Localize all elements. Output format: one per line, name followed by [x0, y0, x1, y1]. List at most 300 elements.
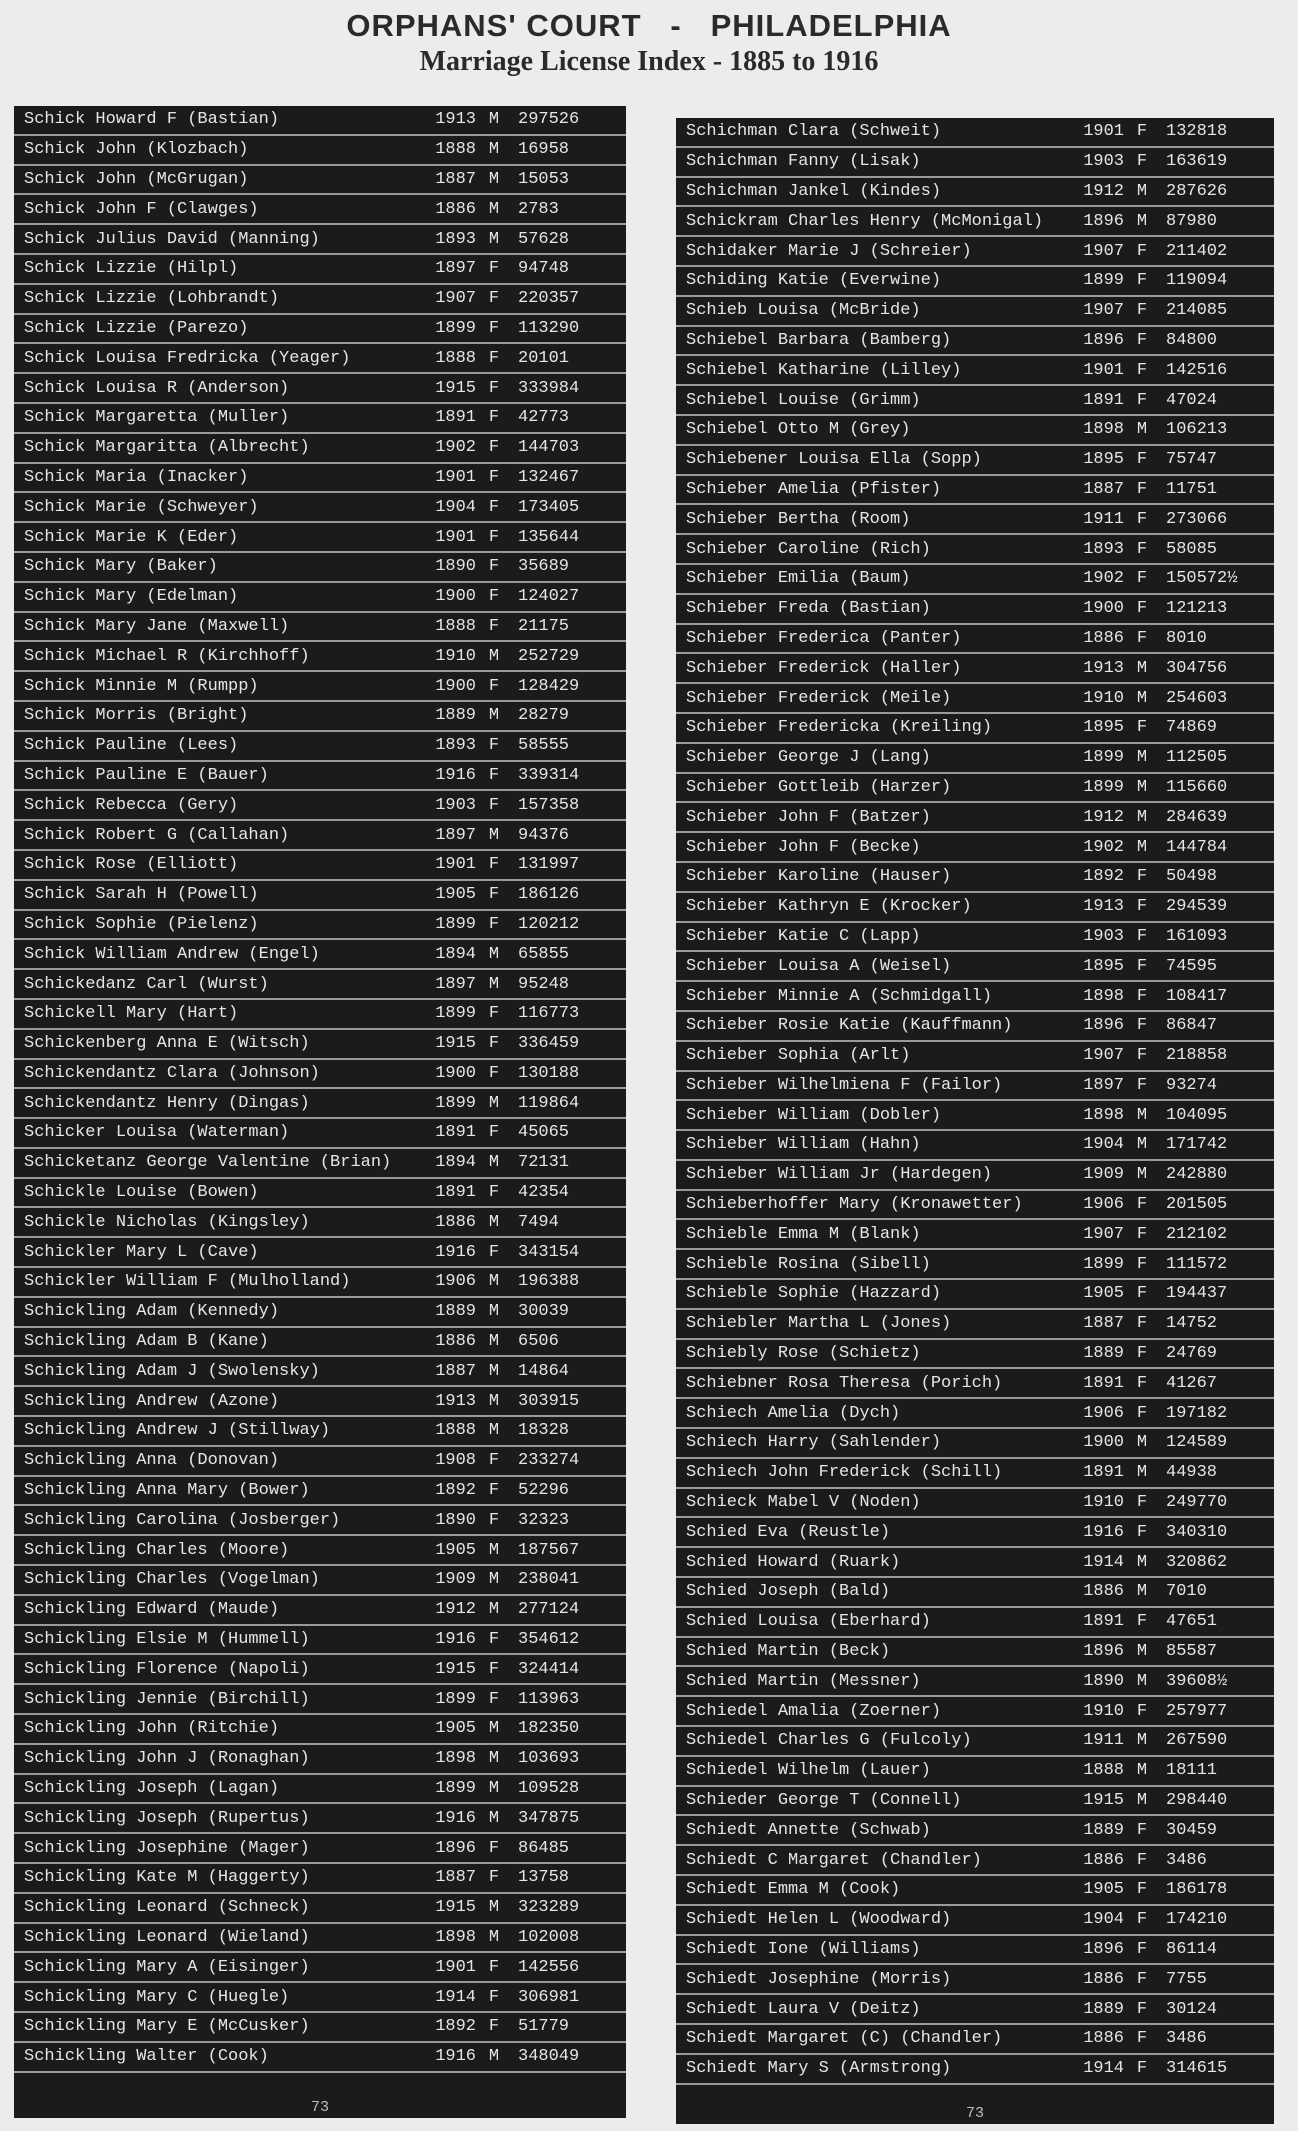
entry-name: Schickling Leonard (Schneck) — [24, 1898, 310, 1918]
entry-license-number: 30039 — [518, 1302, 570, 1322]
entry-name: Schickling Anna Mary (Bower) — [24, 1481, 310, 1501]
entry-license-number: 218858 — [1166, 1046, 1228, 1066]
entry-license-number: 297526 — [518, 110, 580, 130]
index-entry — [676, 327, 1274, 357]
entry-license-number: 30459 — [1166, 1820, 1218, 1840]
entry-year: 1892 — [435, 2017, 476, 2037]
entry-name: Schickling Adam J (Swolensky) — [24, 1361, 320, 1381]
entry-license-number: 174210 — [1166, 1910, 1228, 1930]
index-entry — [676, 1399, 1274, 1429]
entry-sex: F — [1136, 1493, 1148, 1513]
entry-year: 1892 — [435, 1481, 476, 1501]
entry-name: Schieber Freda (Bastian) — [686, 599, 931, 619]
entry-sex: M — [1136, 1552, 1148, 1572]
entry-year: 1895 — [1083, 956, 1124, 976]
entry-name: Schickling Joseph (Rupertus) — [24, 1808, 310, 1828]
entry-year: 1893 — [1083, 539, 1124, 559]
index-entry — [14, 1775, 626, 1805]
entry-year: 1905 — [1083, 1284, 1124, 1304]
entry-name: Schickendantz Henry (Dingas) — [24, 1093, 310, 1113]
entry-year: 1886 — [1083, 2029, 1124, 2049]
entry-sex: F — [488, 1481, 500, 1501]
entry-license-number: 115660 — [1166, 777, 1228, 797]
entry-sex: F — [1136, 479, 1148, 499]
entry-sex: F — [1136, 450, 1148, 470]
index-entry — [676, 714, 1274, 744]
entry-license-number: 74869 — [1166, 718, 1218, 738]
entry-year: 1907 — [1083, 1224, 1124, 1244]
entry-license-number: 58085 — [1166, 539, 1218, 559]
index-entry — [14, 1208, 626, 1238]
entry-name: Schiedt C Margaret (Chandler) — [686, 1850, 982, 1870]
entry-year: 1896 — [1083, 211, 1124, 231]
entry-name: Schieber Sophia (Arlt) — [686, 1046, 911, 1066]
entry-name: Schiedt Emma M (Cook) — [686, 1880, 901, 1900]
entry-year: 1898 — [435, 1749, 476, 1769]
entry-license-number: 16958 — [518, 140, 570, 160]
entry-license-number: 7755 — [1166, 1969, 1207, 1989]
index-entry — [14, 1626, 626, 1656]
entry-year: 1914 — [1083, 2059, 1124, 2079]
entry-sex: M — [1136, 1433, 1148, 1453]
entry-year: 1910 — [1083, 688, 1124, 708]
entry-license-number: 72131 — [518, 1153, 570, 1173]
index-entry — [676, 1906, 1274, 1936]
entry-year: 1899 — [435, 1004, 476, 1024]
index-entry — [676, 1429, 1274, 1459]
entry-name: Schieber John F (Becke) — [686, 837, 921, 857]
entry-year: 1915 — [435, 378, 476, 398]
entry-year: 1887 — [435, 1868, 476, 1888]
entry-year: 1913 — [435, 1391, 476, 1411]
entry-year: 1907 — [435, 289, 476, 309]
entry-name: Schickell Mary (Hart) — [24, 1004, 239, 1024]
entry-name: Schick Pauline (Lees) — [24, 736, 239, 756]
entry-sex: M — [488, 1779, 500, 1799]
index-entry — [676, 416, 1274, 446]
entry-sex: F — [488, 497, 500, 517]
entry-license-number: 135644 — [518, 527, 580, 547]
index-entry — [14, 1953, 626, 1983]
entry-year: 1906 — [1083, 1403, 1124, 1423]
entry-name: Schidaker Marie J (Schreier) — [686, 241, 972, 261]
entry-name: Schickling Elsie M (Hummell) — [24, 1630, 310, 1650]
entry-license-number: 284639 — [1166, 807, 1228, 827]
entry-year: 1887 — [435, 169, 476, 189]
entry-license-number: 7494 — [518, 1212, 559, 1232]
entry-sex: F — [488, 765, 500, 785]
entry-license-number: 150572½ — [1166, 569, 1238, 589]
entry-license-number: 95248 — [518, 974, 570, 994]
entry-name: Schickling John J (Ronaghan) — [24, 1749, 310, 1769]
entry-sex: F — [488, 885, 500, 905]
index-entry — [676, 1072, 1274, 1102]
entry-name: Schieber William (Dobler) — [686, 1105, 942, 1125]
entry-license-number: 306981 — [518, 1987, 580, 2007]
entry-license-number: 238041 — [518, 1570, 580, 1590]
entry-license-number: 45065 — [518, 1123, 570, 1143]
entry-name: Schiedel Wilhelm (Lauer) — [686, 1761, 931, 1781]
entry-sex: F — [488, 1242, 500, 1262]
entry-sex: M — [488, 1898, 500, 1918]
index-entry — [14, 434, 626, 464]
entry-sex: F — [488, 2017, 500, 2037]
index-entry — [14, 1834, 626, 1864]
index-entry — [14, 1506, 626, 1536]
entry-name: Schick Julius David (Manning) — [24, 229, 320, 249]
index-entry — [14, 1864, 626, 1894]
index-entry — [14, 553, 626, 583]
entry-license-number: 233274 — [518, 1451, 580, 1471]
index-entry — [14, 1477, 626, 1507]
entry-name: Schick Maria (Inacker) — [24, 467, 249, 487]
index-entry — [676, 744, 1274, 774]
entry-license-number: 113290 — [518, 318, 580, 338]
entry-name: Schick Morris (Bright) — [24, 706, 249, 726]
index-entry — [676, 386, 1274, 416]
entry-year: 1912 — [435, 1600, 476, 1620]
entry-year: 1916 — [435, 2047, 476, 2067]
right-index-column — [676, 118, 1274, 2124]
entry-license-number: 186178 — [1166, 1880, 1228, 1900]
index-entry — [676, 2025, 1274, 2055]
entry-year: 1886 — [435, 199, 476, 219]
entry-license-number: 130188 — [518, 1063, 580, 1083]
entry-license-number: 14864 — [518, 1361, 570, 1381]
entry-license-number: 303915 — [518, 1391, 580, 1411]
entry-sex: F — [1136, 122, 1148, 142]
entry-name: Schick Michael R (Kirchhoff) — [24, 646, 310, 666]
entry-sex: F — [488, 1123, 500, 1143]
entry-year: 1889 — [1083, 1344, 1124, 1364]
entry-year: 1890 — [435, 1510, 476, 1530]
entry-license-number: 74595 — [1166, 956, 1218, 976]
index-entry — [676, 803, 1274, 833]
entry-license-number: 18328 — [518, 1421, 570, 1441]
entry-sex: F — [488, 616, 500, 636]
entry-license-number: 86847 — [1166, 1016, 1218, 1036]
index-entry — [676, 1548, 1274, 1578]
entry-year: 1899 — [435, 1779, 476, 1799]
index-entry — [14, 195, 626, 225]
entry-sex: F — [1136, 599, 1148, 619]
entry-sex: F — [488, 1183, 500, 1203]
entry-year: 1902 — [1083, 837, 1124, 857]
entry-name: Schiding Katie (Everwine) — [686, 271, 942, 291]
index-entry — [14, 1030, 626, 1060]
entry-sex: F — [1136, 2029, 1148, 2049]
entry-year: 1914 — [1083, 1552, 1124, 1572]
entry-sex: F — [1136, 152, 1148, 172]
entry-license-number: 51779 — [518, 2017, 570, 2037]
entry-sex: F — [1136, 1940, 1148, 1959]
entry-sex: F — [488, 855, 500, 875]
entry-year: 1886 — [1083, 1850, 1124, 1870]
page-title — [0, 8, 1298, 44]
entry-name: Schiedel Amalia (Zoerner) — [686, 1701, 942, 1721]
entry-license-number: 186126 — [518, 885, 580, 905]
entry-license-number: 242880 — [1166, 1165, 1228, 1185]
entry-name: Schickling Mary E (McCusker) — [24, 2017, 310, 2037]
entry-sex: F — [1136, 1344, 1148, 1364]
entry-name: Schickling Jennie (Birchill) — [24, 1689, 310, 1709]
entry-sex: F — [488, 557, 500, 577]
entry-name: Schieber Frederick (Meile) — [686, 688, 952, 708]
entry-year: 1891 — [435, 1183, 476, 1203]
entry-license-number: 163619 — [1166, 152, 1228, 172]
entry-sex: F — [488, 914, 500, 934]
index-entry — [14, 344, 626, 374]
entry-name: Schick Lizzie (Parezo) — [24, 318, 249, 338]
index-entry — [14, 136, 626, 166]
entry-license-number: 94748 — [518, 259, 570, 279]
entry-year: 1888 — [435, 616, 476, 636]
index-entry — [676, 684, 1274, 714]
entry-year: 1906 — [1083, 1195, 1124, 1215]
entry-license-number: 21175 — [518, 616, 570, 636]
entry-license-number: 182350 — [518, 1719, 580, 1739]
left-index-column — [14, 106, 626, 2118]
index-entry — [676, 1727, 1274, 1757]
index-entry — [676, 207, 1274, 237]
entry-license-number: 42773 — [518, 408, 570, 428]
entry-name: Schiedt Margaret (C) (Chandler) — [686, 2029, 1003, 2049]
entry-year: 1907 — [1083, 1046, 1124, 1066]
entry-name: Schieber Kathryn E (Krocker) — [686, 897, 972, 917]
entry-name: Schick Sarah H (Powell) — [24, 885, 259, 905]
entry-year: 1888 — [1083, 1761, 1124, 1781]
entry-year: 1896 — [1083, 1016, 1124, 1036]
entry-name: Schick Mary (Edelman) — [24, 587, 239, 607]
index-entry — [14, 1715, 626, 1745]
entry-year: 1888 — [435, 348, 476, 368]
entry-name: Schiebel Barbara (Bamberg) — [686, 330, 952, 350]
entry-year: 1895 — [1083, 718, 1124, 738]
entry-sex: M — [488, 1093, 500, 1113]
entry-license-number: 214085 — [1166, 301, 1228, 321]
entry-year: 1913 — [1083, 658, 1124, 678]
entry-name: Schiedt Laura V (Deitz) — [686, 1999, 921, 2019]
entry-name: Schick Marie K (Eder) — [24, 527, 239, 547]
entry-sex: F — [1136, 1850, 1148, 1870]
entry-year: 1901 — [435, 467, 476, 487]
entry-sex: M — [488, 1928, 500, 1947]
entry-license-number: 211402 — [1166, 241, 1228, 261]
entry-name: Schick Mary (Baker) — [24, 557, 218, 577]
entry-name: Schick Sophie (Pielenz) — [24, 914, 259, 934]
entry-name: Schiebener Louisa Ella (Sopp) — [686, 450, 982, 470]
right-entry-list — [676, 118, 1274, 2085]
entry-year: 1888 — [435, 140, 476, 160]
entry-license-number: 20101 — [518, 348, 570, 368]
entry-sex: M — [1136, 1105, 1148, 1125]
entry-license-number: 44938 — [1166, 1463, 1218, 1483]
entry-sex: F — [1136, 539, 1148, 559]
entry-license-number: 267590 — [1166, 1731, 1228, 1751]
entry-year: 1915 — [435, 1659, 476, 1679]
entry-sex: F — [1136, 718, 1148, 738]
entry-year: 1912 — [1083, 181, 1124, 201]
index-entry — [14, 642, 626, 672]
entry-sex: F — [488, 1510, 500, 1530]
index-entry — [676, 1578, 1274, 1608]
entry-license-number: 86114 — [1166, 1940, 1218, 1959]
entry-sex: F — [488, 378, 500, 398]
entry-sex: M — [488, 646, 500, 666]
entry-license-number: 57628 — [518, 229, 570, 249]
entry-name: Schickling Andrew (Azone) — [24, 1391, 280, 1411]
entry-license-number: 354612 — [518, 1630, 580, 1650]
entry-license-number: 196388 — [518, 1272, 580, 1292]
entry-sex: F — [1136, 330, 1148, 350]
entry-name: Schickling Leonard (Wieland) — [24, 1928, 310, 1947]
entry-year: 1914 — [435, 1987, 476, 2007]
entry-sex: F — [1136, 1999, 1148, 2019]
index-entry — [14, 1894, 626, 1924]
entry-license-number: 348049 — [518, 2047, 580, 2067]
index-entry — [676, 982, 1274, 1012]
entry-sex: M — [488, 1808, 500, 1828]
entry-year: 1886 — [1083, 628, 1124, 648]
entry-name: Schieber Gottleib (Harzer) — [686, 777, 952, 797]
entry-license-number: 41267 — [1166, 1373, 1218, 1393]
entry-license-number: 3486 — [1166, 2029, 1207, 2049]
entry-year: 1903 — [1083, 926, 1124, 946]
entry-license-number: 84800 — [1166, 330, 1218, 350]
entry-sex: F — [1136, 301, 1148, 321]
entry-name: Schiebly Rose (Schietz) — [686, 1344, 921, 1364]
entry-name: Schickenberg Anna E (Witsch) — [24, 1034, 310, 1054]
index-entry — [14, 225, 626, 255]
entry-license-number: 6506 — [518, 1332, 559, 1352]
entry-year: 1910 — [1083, 1701, 1124, 1721]
index-entry — [676, 118, 1274, 148]
entry-sex: F — [488, 408, 500, 428]
entry-name: Schied Martin (Beck) — [686, 1642, 891, 1662]
index-entry — [676, 1846, 1274, 1876]
entry-name: Schickling Florence (Napoli) — [24, 1659, 310, 1679]
index-entry — [14, 1089, 626, 1119]
entry-license-number: 201505 — [1166, 1195, 1228, 1215]
entry-year: 1904 — [435, 497, 476, 517]
index-entry — [676, 1816, 1274, 1846]
entry-year: 1901 — [435, 1957, 476, 1977]
entry-license-number: 220357 — [518, 289, 580, 309]
entry-sex: F — [488, 676, 500, 696]
index-entry — [14, 1238, 626, 1268]
index-entry — [14, 1447, 626, 1477]
entry-license-number: 273066 — [1166, 509, 1228, 529]
index-entry — [676, 1757, 1274, 1787]
entry-year: 1910 — [435, 646, 476, 666]
entry-name: Schick Margaretta (Muller) — [24, 408, 290, 428]
entry-year: 1913 — [435, 110, 476, 130]
index-entry — [14, 1983, 626, 2013]
entry-name: Schieber William (Hahn) — [686, 1135, 921, 1155]
entry-name: Schiebel Katharine (Lilley) — [686, 360, 962, 380]
entry-license-number: 111572 — [1166, 1254, 1228, 1274]
index-entry — [676, 1787, 1274, 1817]
entry-sex: F — [1136, 1910, 1148, 1930]
entry-year: 1886 — [1083, 1969, 1124, 1989]
entry-license-number: 11751 — [1166, 479, 1218, 499]
entry-name: Schichman Jankel (Kindes) — [686, 181, 942, 201]
entry-sex: M — [488, 706, 500, 726]
entry-sex: F — [488, 259, 500, 279]
entry-license-number: 50498 — [1166, 867, 1218, 887]
entry-sex: F — [1136, 867, 1148, 887]
entry-name: Schied Louisa (Eberhard) — [686, 1612, 931, 1632]
entry-sex: F — [488, 348, 500, 368]
entry-name: Schieber Katie C (Lapp) — [686, 926, 921, 946]
entry-sex: M — [488, 2047, 500, 2067]
entry-year: 1896 — [1083, 330, 1124, 350]
index-entry — [676, 1101, 1274, 1131]
entry-sex: F — [488, 467, 500, 487]
entry-license-number: 116773 — [518, 1004, 580, 1024]
entry-sex: F — [1136, 509, 1148, 529]
index-entry — [676, 1876, 1274, 1906]
entry-name: Schieb Louisa (McBride) — [686, 301, 921, 321]
entry-name: Schick Howard F (Bastian) — [24, 110, 280, 130]
index-entry — [14, 940, 626, 970]
entry-license-number: 106213 — [1166, 420, 1228, 440]
entry-name: Schiedt Helen L (Woodward) — [686, 1910, 952, 1930]
entry-sex: F — [1136, 1075, 1148, 1095]
entry-year: 1916 — [435, 1808, 476, 1828]
entry-sex: M — [1136, 1582, 1148, 1602]
entry-year: 1899 — [1083, 1254, 1124, 1274]
entry-year: 1897 — [1083, 1075, 1124, 1095]
index-entry — [676, 1697, 1274, 1727]
entry-year: 1916 — [1083, 1522, 1124, 1542]
index-entry — [676, 863, 1274, 893]
left-page-number: 73 — [310, 2099, 329, 2116]
entry-license-number: 320862 — [1166, 1552, 1228, 1572]
entry-sex: F — [488, 1063, 500, 1083]
entry-year: 1894 — [435, 944, 476, 964]
index-entry — [676, 178, 1274, 208]
entry-year: 1905 — [1083, 1880, 1124, 1900]
entry-sex: F — [1136, 390, 1148, 410]
entry-name: Schiebel Otto M (Grey) — [686, 420, 911, 440]
entry-year: 1898 — [1083, 1105, 1124, 1125]
entry-license-number: 47651 — [1166, 1612, 1218, 1632]
entry-year: 1889 — [435, 1302, 476, 1322]
entry-sex: M — [488, 1719, 500, 1739]
entry-sex: F — [1136, 1820, 1148, 1840]
entry-name: Schickling Anna (Donovan) — [24, 1451, 280, 1471]
entry-name: Schiedt Mary S (Armstrong) — [686, 2059, 952, 2079]
index-entry — [676, 148, 1274, 178]
entry-sex: M — [1136, 658, 1148, 678]
entry-name: Schickling John (Ritchie) — [24, 1719, 280, 1739]
entry-sex: M — [1136, 181, 1148, 201]
entry-name: Schick Louisa Fredricka (Yeager) — [24, 348, 351, 368]
index-entry — [676, 237, 1274, 267]
entry-year: 1890 — [435, 557, 476, 577]
index-entry — [14, 1745, 626, 1775]
entry-name: Schiedt Annette (Schwab) — [686, 1820, 931, 1840]
entry-sex: M — [488, 1302, 500, 1322]
index-entry — [14, 911, 626, 941]
entry-name: Schieble Rosina (Sibell) — [686, 1254, 931, 1274]
entry-license-number: 58555 — [518, 736, 570, 756]
entry-license-number: 161093 — [1166, 926, 1228, 946]
entry-name: Schickler William F (Mulholland) — [24, 1272, 351, 1292]
entry-year: 1892 — [1083, 867, 1124, 887]
entry-sex: F — [488, 736, 500, 756]
